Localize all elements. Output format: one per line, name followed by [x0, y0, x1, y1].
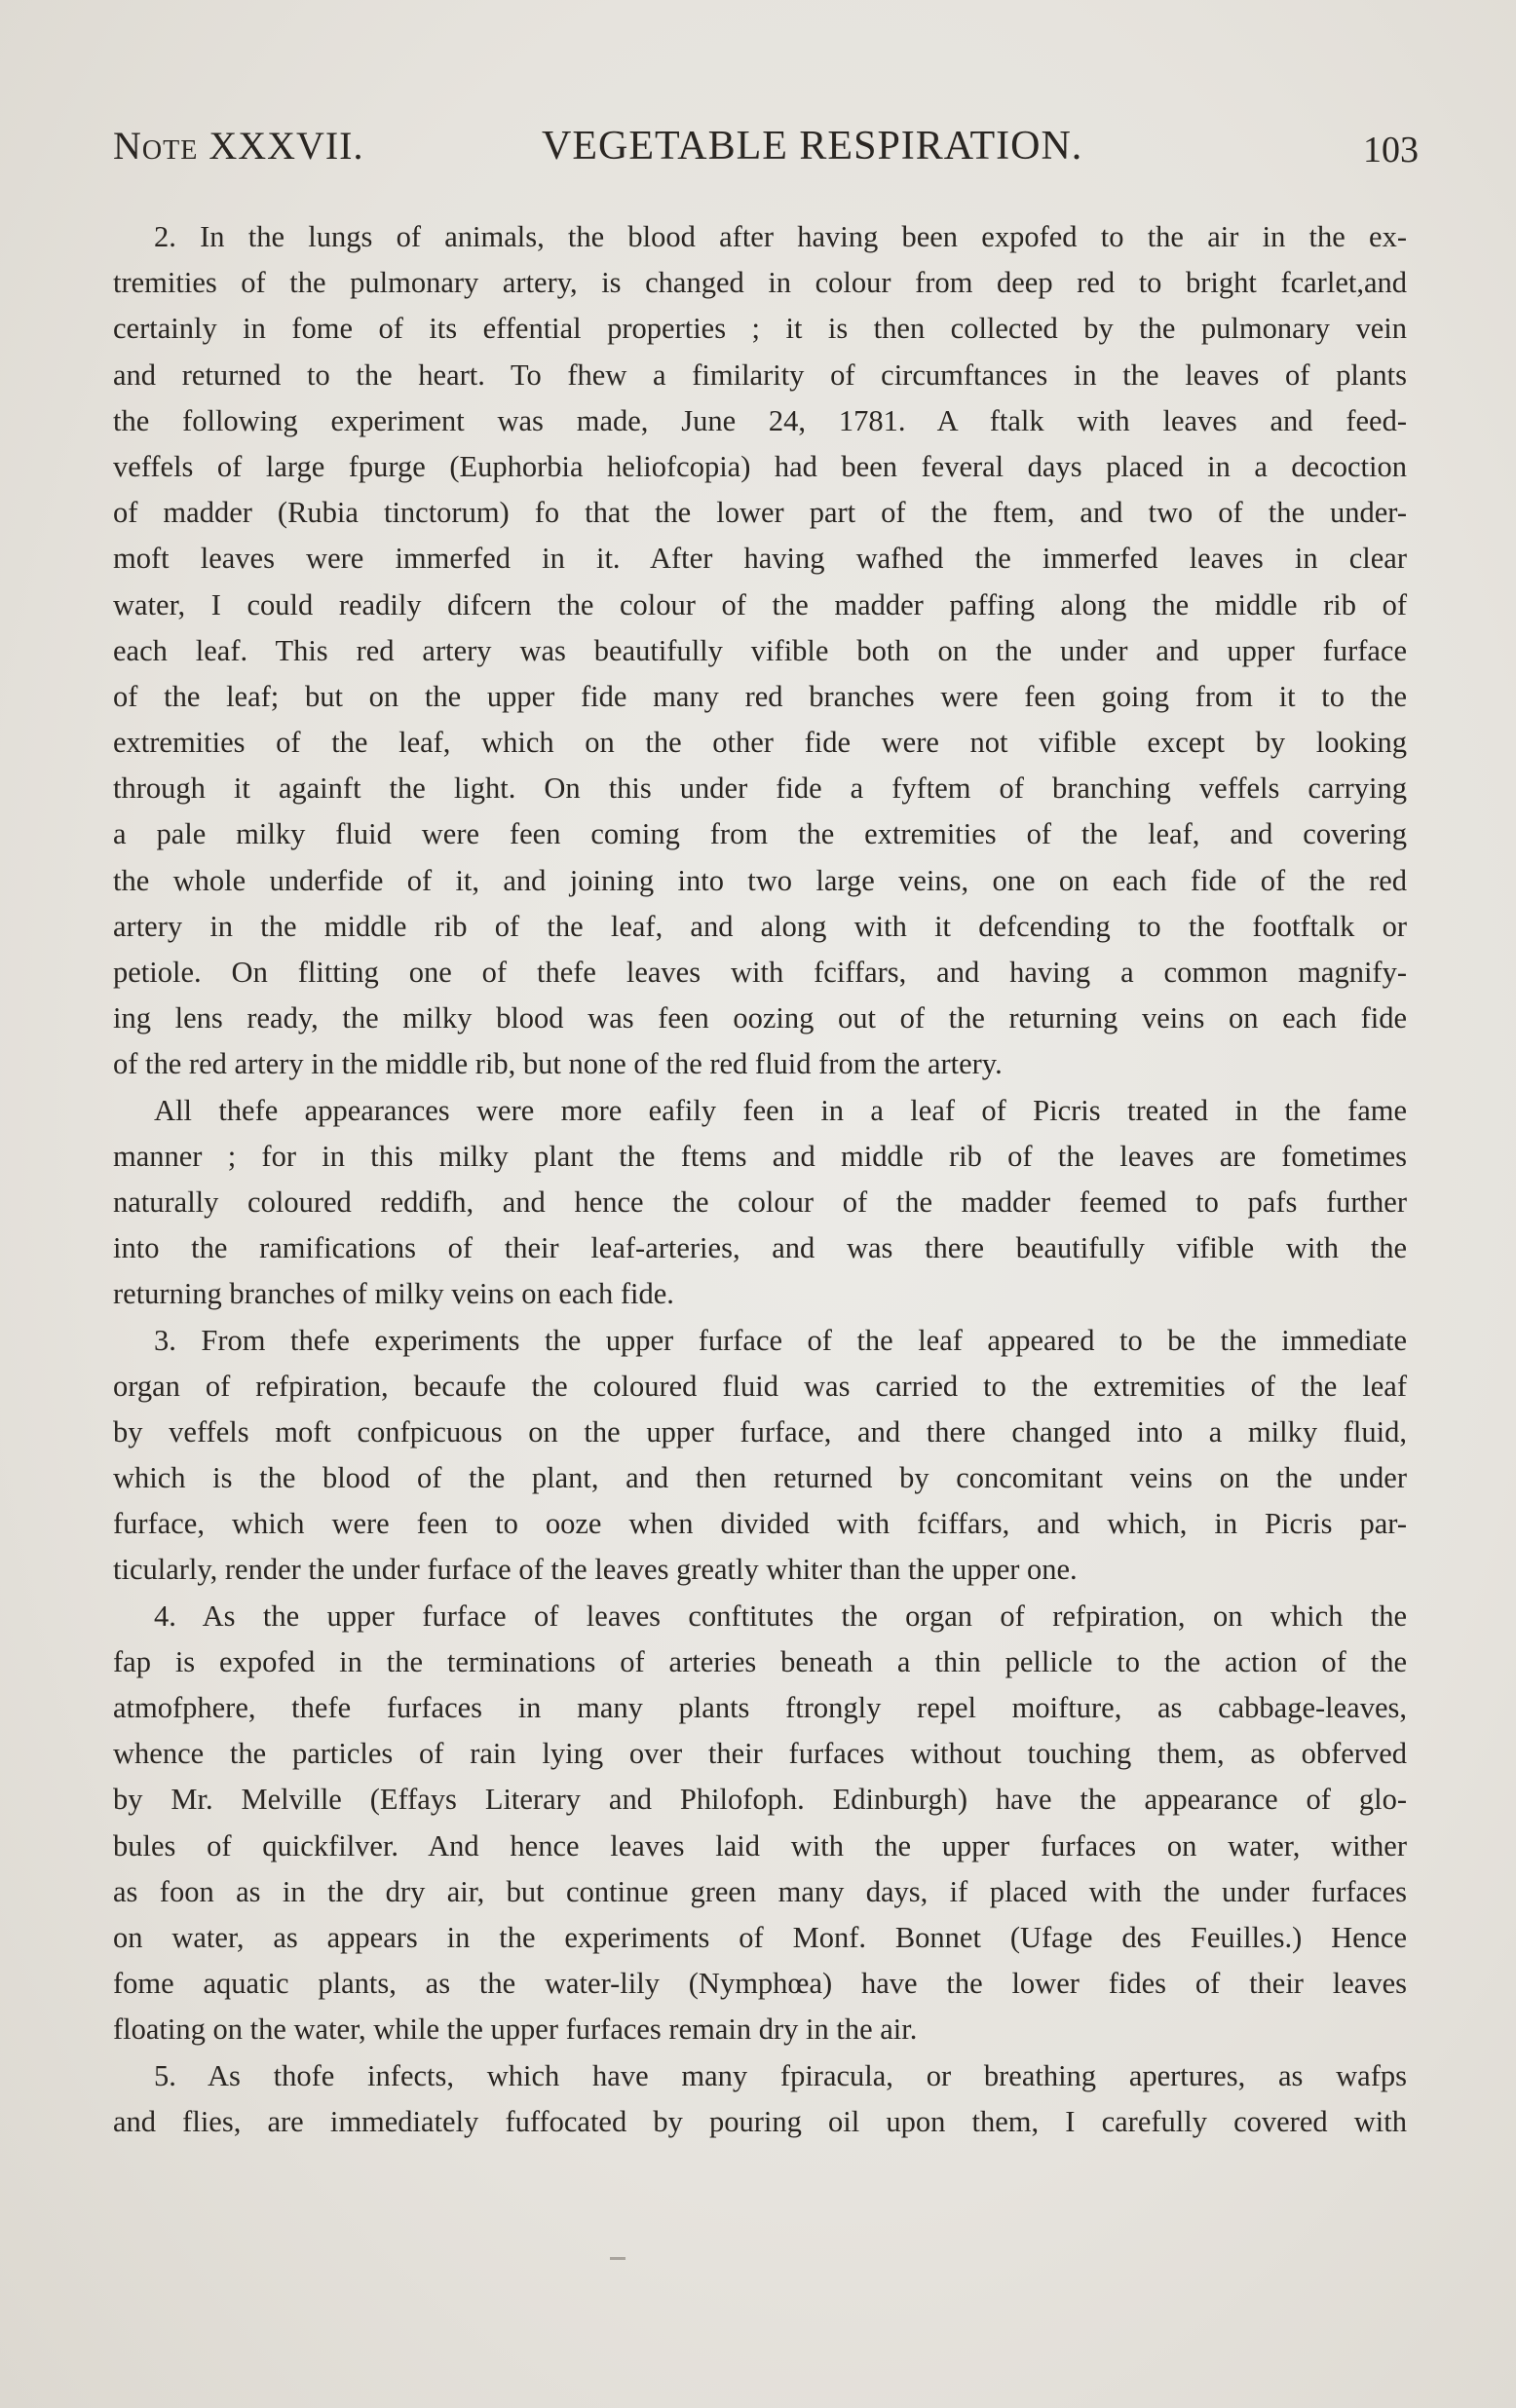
text-line: naturally coloured reddifh, and hence the colour of the madder feemed to pafs further — [113, 1185, 1407, 1219]
text-line: manner ; for in this milky plant the ftems and middle rib of the leaves are fometimes — [113, 1139, 1407, 1173]
text-line: certainly in fome of its effential properties ; it is then collected by the pulmonary vein — [113, 312, 1407, 346]
note-number: Note XXXVII. — [113, 124, 364, 168]
text-line: of the red artery in the middle rib, but none of the red fluid from the artery. — [113, 1047, 1003, 1081]
text-line: as foon as in the dry air, but continue green many days, if placed with the under furfaces — [113, 1874, 1407, 1908]
paragraph — [113, 1088, 1407, 1318]
paragraph — [113, 1318, 1407, 1594]
text-line: 5. As thofe infects, which have many fpiracula, or breathing apertures, as wafps — [154, 2058, 1407, 2092]
text-line: 3. From thefe experiments the upper furface of the leaf appeared to be the immediate — [154, 1323, 1407, 1357]
text-line: 4. As the upper furface of leaves conftitutes the organ of refpiration, on which the — [154, 1599, 1407, 1633]
body-text — [113, 214, 1407, 2145]
text-line: and returned to the heart. To fhew a fimilarity of circumftances in the leaves of plants — [113, 357, 1407, 392]
text-line: extremities of the leaf, which on the other fide were not vifible except by looking — [113, 726, 1407, 760]
text-line: 2. In the lungs of animals, the blood after having been expofed to the air in the ex- — [154, 220, 1407, 253]
text-line: into the ramifications of their leaf-arteries, and was there beautifully vifible with the — [113, 1231, 1407, 1265]
text-line: ing lens ready, the milky blood was feen oozing out of the returning veins on each fide — [113, 1001, 1407, 1035]
text-line: returning branches of milky veins on each fide. — [113, 1277, 674, 1311]
text-line: All thefe appearances were more eafily feen in a leaf of Picris treated in the fame — [154, 1093, 1407, 1127]
text-line: petiole. On flitting one of thefe leaves with fciffars, and having a common magnify- — [113, 956, 1407, 989]
text-line: each leaf. This red artery was beautifully vifible both on the under and upper furface — [113, 633, 1407, 667]
paragraph — [113, 1594, 1407, 2053]
text-line: by veffels moft confpicuous on the upper furface, and there changed into a milky fluid, — [113, 1414, 1407, 1449]
paragraph — [113, 2053, 1407, 2145]
text-line: tremities of the pulmonary artery, is changed in colour from deep red to bright fcarlet,and — [113, 266, 1407, 300]
text-line: ticularly, render the under furface of the leaves greatly whiter than the upper one. — [113, 1553, 1078, 1587]
text-line: on water, as appears in the experiments of Monf. Bonnet (Ufage des Feuilles.) Hence — [113, 1920, 1407, 1954]
text-line: artery in the middle rib of the leaf, and along with it defcending to the footftalk or — [113, 909, 1407, 943]
text-line: fap is expofed in the terminations of arteries beneath a thin pellicle to the action of the — [113, 1644, 1407, 1678]
text-line: by Mr. Melville (Effays Literary and Philofoph. Edinburgh) have the appearance of glo- — [113, 1783, 1407, 1817]
text-line: atmofphere, thefe furfaces in many plants ftrongly repel moifture, as cabbage-leaves, — [113, 1691, 1407, 1724]
text-line: of madder (Rubia tinctorum) fo that the lower part of the ftem, and two of the under- — [113, 496, 1407, 530]
chapter-title: VEGETABLE RESPIRATION. — [542, 124, 1083, 169]
text-line: the following experiment was made, June 24, 1781. A ftalk with leaves and feed- — [113, 403, 1407, 437]
text-line: the whole underfide of it, and joining into two large veins, one on each fide of the red — [113, 863, 1407, 897]
text-line: fome aquatic plants, as the water-lily (Nymphœa) have the lower fides of their leaves — [113, 1967, 1407, 2001]
running-header — [113, 123, 1419, 181]
page-mark — [610, 2257, 625, 2260]
text-line: whence the particles of rain lying over their furfaces without touching them, as obferved — [113, 1737, 1407, 1771]
text-line: water, I could readily difcern the colour of the madder paffing along the middle rib of — [113, 587, 1407, 621]
text-line: floating on the water, while the upper furfaces remain dry in the air. — [113, 2013, 918, 2047]
text-line: a pale milky fluid were feen coming from the extremities of the leaf, and covering — [113, 817, 1407, 851]
text-line: organ of refpiration, becaufe the coloured fluid was carried to the extremities of the leaf — [113, 1369, 1407, 1403]
page-number: 103 — [1363, 130, 1419, 170]
text-line: furface, which were feen to ooze when divided with fciffars, and which, in Picris par- — [113, 1507, 1407, 1541]
text-line: bules of quickfilver. And hence leaves laid with the upper furfaces on water, wither — [113, 1828, 1407, 1862]
text-line: and flies, are immediately fuffocated by pouring oil upon them, I carefully covered with — [113, 2104, 1407, 2138]
text-line: through it againft the light. On this under fide a fyftem of branching veffels carrying — [113, 771, 1407, 806]
text-line: of the leaf; but on the upper fide many red branches were feen going from it to the — [113, 679, 1407, 713]
paragraph — [113, 214, 1407, 1088]
text-line: moft leaves were immerfed in it. After having wafhed the immerfed leaves in clear — [113, 542, 1407, 576]
text-line: which is the blood of the plant, and then returned by concomitant veins on the under — [113, 1461, 1407, 1495]
text-line: veffels of large fpurge (Euphorbia heliofcopia) had been feveral days placed in a decoction — [113, 449, 1407, 483]
